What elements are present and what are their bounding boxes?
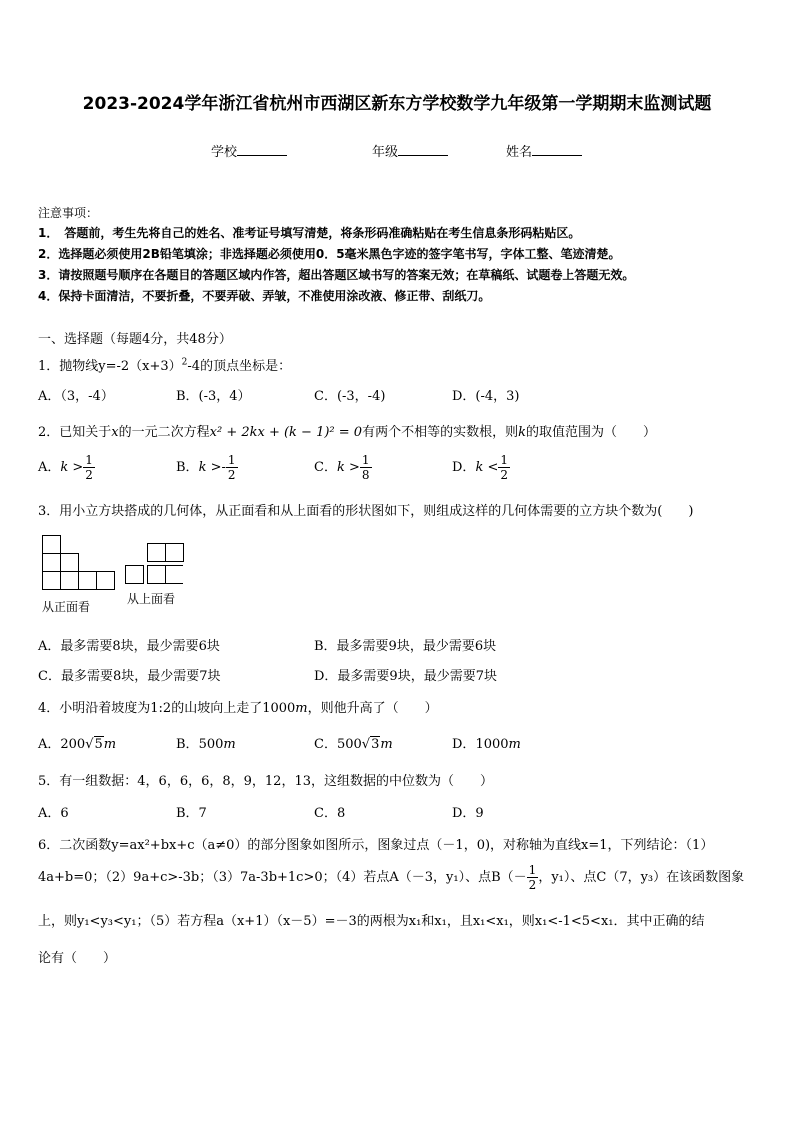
q4-option-a[interactable]: A．200√5m	[38, 737, 117, 752]
front-view-label: 从正面看	[42, 600, 91, 614]
question-6-line-4: 论有（ ）	[38, 951, 117, 966]
quadratic-equation: x² + 2kx + (k − 1)² = 0	[209, 425, 363, 440]
q5-option-a[interactable]: A．6	[38, 806, 69, 821]
question-3-stem: 3．用小立方块搭成的几何体，从正面看和从上面看的形状图如下，则组成这样的几何体需要的立方块个数为( )	[38, 504, 694, 519]
question-2-stem: 2．已知关于x的一元二次方程x² + 2kx + (k − 1)² = 0有两个不相等的实数根，则k的取值范围为（ ）	[38, 425, 656, 440]
notice-item: 3．请按照题号顺序在各题目的答题区域内作答，超出答题区域书写的答案无效；在草稿纸、试题卷上答题无效。	[38, 268, 635, 282]
q4-option-c[interactable]: C．500√3m	[314, 737, 393, 752]
q3-option-c[interactable]: C．最多需要8块，最少需要7块	[38, 669, 221, 684]
q5-option-c[interactable]: C．8	[314, 806, 346, 821]
question-4-stem: 4．小明沿着坡度为1:2的山坡向上走了1000m，则他升高了（ ）	[38, 701, 438, 716]
q5-option-b[interactable]: B．7	[176, 806, 207, 821]
q1-option-d[interactable]: D．(-4，3)	[452, 389, 520, 404]
notice-item: 2．选择题必须使用2B铅笔填涂；非选择题必须使用0．5毫米黑色字迹的签字笔书写，字体工整、笔迹清楚。	[38, 247, 621, 261]
q5-option-d[interactable]: D．9	[452, 806, 484, 821]
top-view-figure	[125, 543, 195, 587]
notice-item: 1． 答题前，考生先将自己的姓名、准考证号填写清楚，将条形码准确粘贴在考生信息条形码粘贴区。	[38, 226, 581, 240]
q2-option-b[interactable]: B．k >- $\frac{1}{2}$	[176, 453, 236, 482]
grade-field[interactable]: 年级	[372, 141, 448, 160]
notice-item: 4．保持卡面清洁，不要折叠，不要弄破、弄皱，不准使用涂改液、修正带、刮纸刀。	[38, 289, 491, 303]
school-field[interactable]: 学校	[211, 141, 287, 160]
question-6-line-1: 6．二次函数y=ax²+bx+c（a≠0）的部分图象如图所示，图象过点（－1，0)，对称轴为直线x=1，下列结论：（1）	[38, 838, 714, 853]
q2-option-d[interactable]: D．k < $\frac{1}{2}$	[452, 453, 508, 482]
question-6-line-3: 上，则y₁<y₃<y₁；（5）若方程a（x+1）（x－5）=－3的两根为x₁和x₁，且x₁<x₁，则x₁<-1<5<x₁．其中正确的结	[38, 914, 705, 929]
name-field[interactable]: 姓名	[506, 141, 582, 160]
q2-option-c[interactable]: C．k > $\frac{1}{8}$	[314, 453, 370, 482]
q1-option-a[interactable]: A．（3，-4）	[38, 389, 114, 404]
q3-option-a[interactable]: A．最多需要8块，最少需要6块	[38, 639, 220, 654]
question-6-line-2: 4a+b=0；（2）9a+c>-3b；（3）7a-3b+1c>0；（4）若点A（－3，y₁）、点B（－ $\frac{1}{2}$ ，y₁）、点C（7，y₃）在该函数图象	[38, 863, 745, 892]
q3-option-d[interactable]: D．最多需要9块，最少需要7块	[314, 669, 497, 684]
question-1-stem: 1．抛物线$y=-2(x+3)^2-4$的顶点坐标是：	[38, 357, 292, 374]
section-heading: 一、选择题（每题4分，共48分）	[38, 332, 232, 347]
notice-heading: 注意事项：	[38, 206, 99, 220]
question-5-stem: 5．有一组数据：4，6，6，6，8，9，12，13，这组数据的中位数为（ ）	[38, 774, 493, 789]
q4-option-d[interactable]: D．1000m	[452, 737, 521, 752]
page-title: 2023-2024学年浙江省杭州市西湖区新东方学校数学九年级第一学期期末监测试题	[82, 94, 712, 114]
front-view-figure	[42, 535, 112, 597]
q3-option-b[interactable]: B．最多需要9块，最少需要6块	[314, 639, 497, 654]
q1-option-b[interactable]: B．(-3，4）	[176, 389, 251, 404]
q2-option-a[interactable]: A．k > $\frac{1}{2}$	[38, 453, 93, 482]
q4-option-b[interactable]: B．500m	[176, 737, 236, 752]
q1-option-c[interactable]: C．(-3，-4)	[314, 389, 386, 404]
top-view-label: 从上面看	[127, 592, 176, 606]
